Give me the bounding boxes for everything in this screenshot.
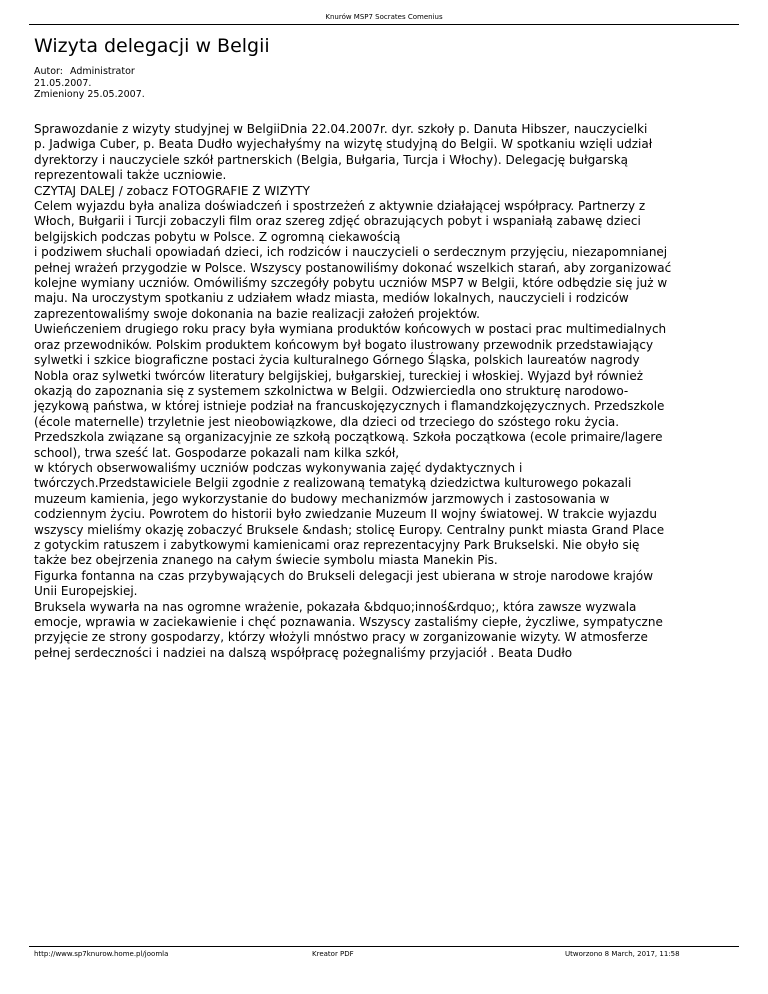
body-line: Włoch, Bułgarii i Turcji zobaczyli film oraz szereg zdjęć obrazujących pobyt i wspaniałą zabawę dzieci (34, 214, 641, 229)
body-line: wszyscy mieliśmy okazję zobaczyć Bruksele &ndash; stolicę Europy. Centralny punkt miasta Grand Place (34, 522, 665, 537)
body-line: oraz przewodników. Polskim produktem końcowym był bogato ilustrowany przewodnik przedstawiający (34, 337, 654, 352)
body-line: muzeum kamienia, jego wykorzystanie do budowy mechanizmów jarzmowych i zastosowania w (34, 491, 610, 506)
article-body (34, 122, 734, 661)
article-meta (34, 66, 145, 101)
body-line: z gotyckim ratuszem i zabytkowymi kamienicami oraz reprezentacyjny Park Brukselski. Nie obyło się (34, 537, 640, 552)
body-line: zaprezentowaliśmy swoje dokonania na bazie realizacji założeń projektów. (34, 306, 480, 321)
body-line: językową państwa, w której istnieje podział na francuskojęzycznych i flamandzkojęzycznych. Przedszkole (34, 399, 665, 414)
footer-url: http://www.sp7knurow.home.pl/joomla (34, 950, 169, 958)
body-line: także bez obejrzenia znanego na całym świecie symbolu miasta Manekin Pis. (34, 553, 498, 568)
body-line: school), trwa sześć lat. Gospodarze pokazali nam kilka szkół, (34, 445, 400, 460)
footer-divider (29, 946, 739, 947)
body-line: p. Jadwiga Cuber, p. Beata Dudło wyjechałyśmy na wizytę studyjną do Belgii. W spotkaniu wzięli udział (34, 137, 653, 152)
body-line: Przedszkola związane są organizacyjnie ze szkołą początkową. Szkoła początkowa (ecole primaire/lagere (34, 430, 663, 445)
body-line: kolejne wymiany uczniów. Omówiliśmy szczegóły pobytu uczniów MSP7 w Belgii, które odbędzie się już w (34, 276, 668, 291)
footer-generator: Kreator PDF (312, 950, 354, 958)
author-name: Administrator (70, 66, 135, 77)
body-line: reprezentowali także uczniowie. (34, 168, 227, 183)
body-line: pełnej serdeczności i nadziei na dalszą współpracę pożegnaliśmy przyjaciół . Beata Dudło (34, 645, 573, 660)
created-date: 21.05.2007. (34, 77, 92, 89)
body-line: Nobla oraz sylwetki twórców literatury belgijskiej, bułgarskiej, tureckiej i włoskiej. Wyjazd był również (34, 368, 644, 383)
body-line: przyjęcie ze strony gospodarzy, którzy włożyli mnóstwo pracy w zorganizowanie wizyty. W atmosferze (34, 630, 648, 645)
body-line: Bruksela wywarła na nas ogromne wrażenie, pokazała &bdquo;innoś&rdquo;, która zawsze wyzwala (34, 599, 637, 614)
body-line: Figurka fontanna na czas przybywających do Brukseli delegacji jest ubierana w stroje narodowe krajów (34, 568, 654, 583)
body-line: i podziwem słuchali opowiadań dzieci, ich rodziców i nauczycieli o serdecznym przyjęciu, niezapomnianej (34, 245, 668, 260)
author-line (34, 66, 145, 78)
body-line: pełnej wrażeń przygodzie w Polsce. Wszyscy postanowiliśmy dokonać wszelkich starań, aby zorganizować (34, 260, 672, 275)
body-line: codziennym życiu. Powrotem do historii było zwiedzanie Muzeum II wojny światowej. W trakcie wyjazdu (34, 507, 657, 522)
header-divider (29, 24, 739, 25)
author-label: Autor: (34, 66, 63, 77)
body-line: sylwetki i szkice biograficzne postaci życia kulturalnego Górnego Śląska, polskich laureatów nagrody (34, 353, 640, 368)
body-line: okazją do zapoznania się z systemem szkolnictwa w Belgii. Odzwierciedla ono strukturę narodowo- (34, 383, 629, 398)
modified-date: Zmieniony 25.05.2007. (34, 89, 145, 100)
body-line: belgijskich podczas pobytu w Polsce. Z ogromną ciekawością (34, 229, 401, 244)
body-line: dyrektorzy i nauczyciele szkół partnerskich (Belgia, Bułgaria, Turcja i Włochy). Delegację bułgarską (34, 152, 629, 167)
body-line: (école maternelle) trzyletnie jest nieobowiązkowe, dla dzieci od trzeciego do szóstego roku życia. (34, 414, 620, 429)
body-line: w których obserwowaliśmy uczniów podczas wykonywania zajęć dydaktycznych i (34, 460, 523, 475)
body-line: Celem wyjazdu była analiza doświadczeń i spostrzeżeń z aktywnie działającej współpracy. Partnerzy z (34, 199, 646, 214)
body-line: CZYTAJ DALEJ / zobacz FOTOGRAFIE Z WIZYTY (34, 183, 310, 198)
article-title: Wizyta delegacji w Belgii (34, 35, 270, 57)
footer-created: Utworzono 8 March, 2017, 11:58 (565, 950, 680, 958)
body-line: Sprawozdanie z wizyty studyjnej w BelgiiDnia 22.04.2007r. dyr. szkoły p. Danuta Hibszer, nauczycielki (34, 122, 648, 136)
body-line: twórczych.Przedstawiciele Belgii zgodnie z realizowaną tematyką dziedzictwa kulturowego pokazali (34, 476, 632, 491)
body-line: maju. Na uroczystym spotkaniu z udziałem władz miasta, mediów lokalnych, nauczycieli i rodziców (34, 291, 629, 306)
body-line: emocje, wprawia w zaciekawienie i chęć poznawania. Wszyscy zastaliśmy ciepłe, życzliwe, sympatyczne (34, 615, 663, 629)
body-line: Unii Europejskiej. (34, 584, 138, 599)
body-line: Uwieńczeniem drugiego roku pracy była wymiana produktów końcowych w postaci prac multimedialnych (34, 322, 667, 337)
page-header: Knurów MSP7 Socrates Comenius (325, 13, 443, 21)
